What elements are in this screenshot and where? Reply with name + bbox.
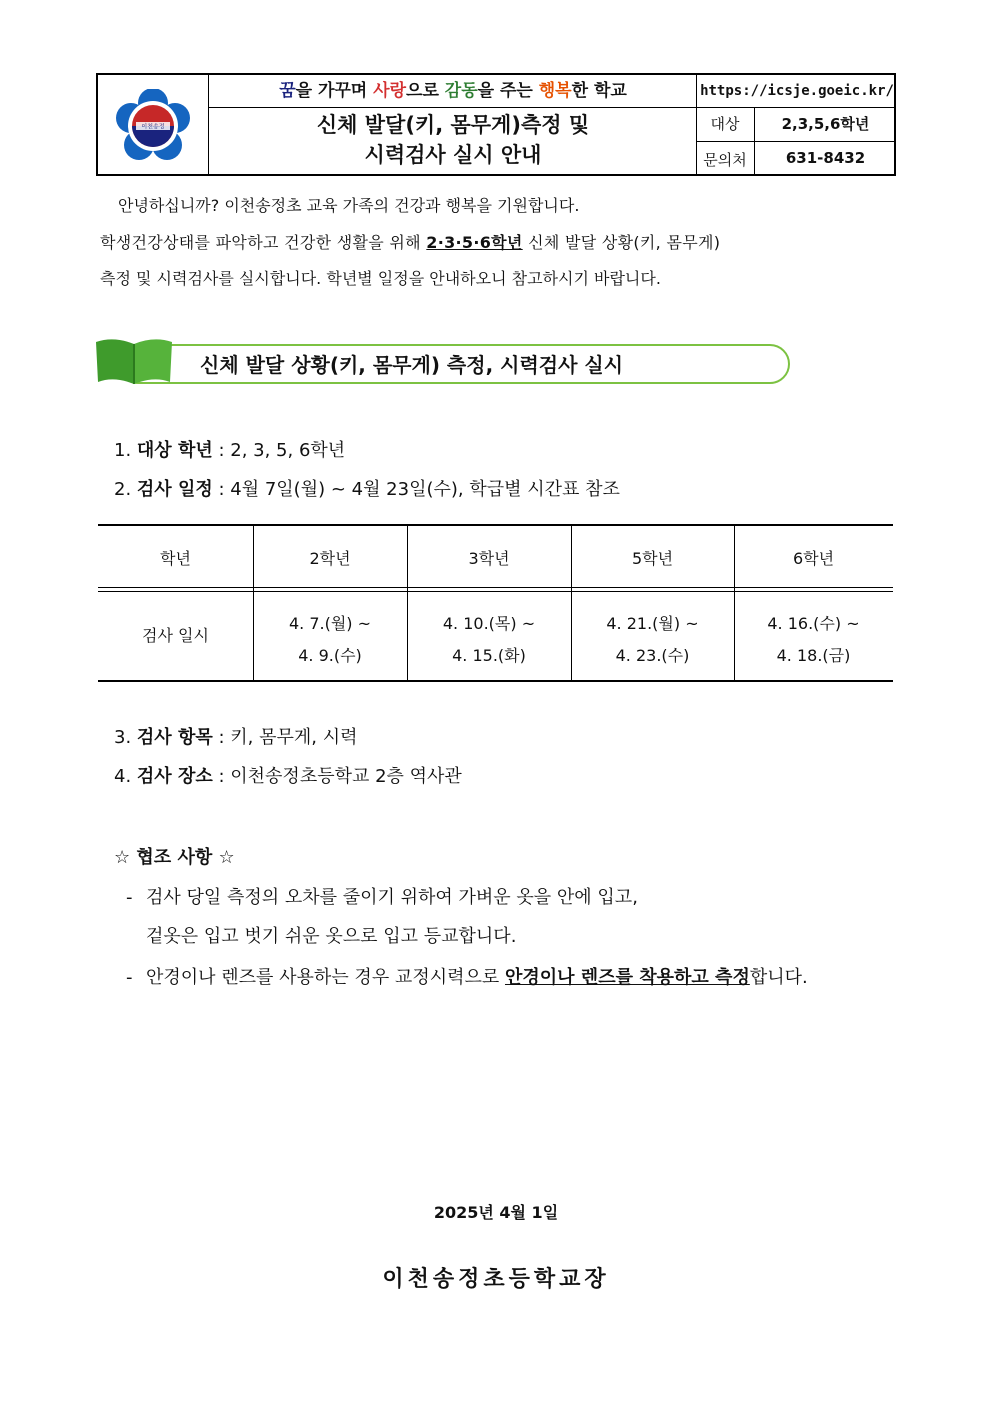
document-date: 2025년 4월 1일 [433, 1203, 559, 1222]
header-box [96, 73, 896, 176]
table-row-label: 검사 일시 [142, 626, 209, 645]
contact-label: 문의처 [703, 151, 747, 169]
intro-line-1: 안녕하십니까? 이천송정초 교육 가족의 건강과 행복을 기원합니다. [118, 196, 580, 215]
table-cell: 4. 7.(월) ~ 4. 9.(수) [288, 614, 372, 665]
table-header: 2학년 [309, 549, 351, 568]
schedule-table [98, 524, 893, 682]
item-schedule: 2. 검사 일정 : 4월 7일(월) ~ 4월 23일(수), 학급별 시간표 참조 [114, 479, 620, 500]
table-header: 6학년 [792, 549, 835, 568]
table-header-grade: 학년 [160, 549, 191, 568]
item-location: 4. 검사 장소 : 이천송정초등학교 2층 역사관 [114, 766, 462, 787]
section-title: 신체 발달 상황(키, 몸무게) 측정, 시력검사 실시 [200, 353, 624, 377]
target-label: 대상 [710, 115, 740, 133]
table-cell: 4. 10.(목) ~ 4. 15.(화) [442, 614, 536, 665]
item-target-grade: 1. 대상 학년 : 2, 3, 5, 6학년 [114, 440, 346, 461]
contact-value: 631-8432 [785, 149, 866, 167]
school-slogan: 꿈을 가꾸며 사랑으로 감동을 주는 행복한 학교 [279, 81, 627, 101]
intro-line-2: 학생건강상태를 파악하고 건강한 생활을 위해 2·3·5·6학년 신체 발달 상황(키, 몸무게) [100, 233, 721, 252]
table-header: 3학년 [468, 549, 510, 568]
book-icon [92, 334, 176, 388]
table-cell: 4. 16.(수) ~ 4. 18.(금) [767, 614, 860, 665]
intro-line-3: 측정 및 시력검사를 실시합니다. 학년별 일정을 안내하오니 참고하시기 바랍니다. [100, 269, 661, 288]
school-url[interactable]: https://icsje.goeic.kr/ [700, 83, 894, 99]
cooperation-bullet-2: 안경이나 렌즈를 사용하는 경우 교정시력으로 안경이나 렌즈를 착용하고 측정합니다. [146, 967, 808, 988]
title-line-2: 시력검사 실시 안내 [364, 143, 542, 167]
target-value: 2,3,5,6학년 [781, 115, 870, 133]
school-logo [116, 89, 190, 163]
cooperation-bullet-1-dash: - [126, 887, 133, 908]
cooperation-bullet-1-line-1: 검사 당일 측정의 오차를 줄이기 위하여 가벼운 옷을 안에 입고, [146, 887, 638, 908]
cooperation-bullet-2-dash: - [126, 967, 133, 988]
title-line-1: 신체 발달(키, 몸무게)측정 및 [316, 113, 590, 137]
logo-text: 이천송정 [141, 123, 165, 131]
cooperation-bullet-1-line-2: 겉옷은 입고 벗기 쉬운 옷으로 입고 등교합니다. [146, 926, 517, 947]
cooperation-title: ☆ 협조 사항 ☆ [114, 847, 235, 868]
table-cell: 4. 21.(월) ~ 4. 23.(수) [606, 614, 699, 665]
principal-signature: 이천송정초등학교장 [382, 1267, 610, 1292]
table-header: 5학년 [631, 549, 674, 568]
document-title [210, 110, 696, 170]
item-test-items: 3. 검사 항목 : 키, 몸무게, 시력 [114, 727, 358, 748]
